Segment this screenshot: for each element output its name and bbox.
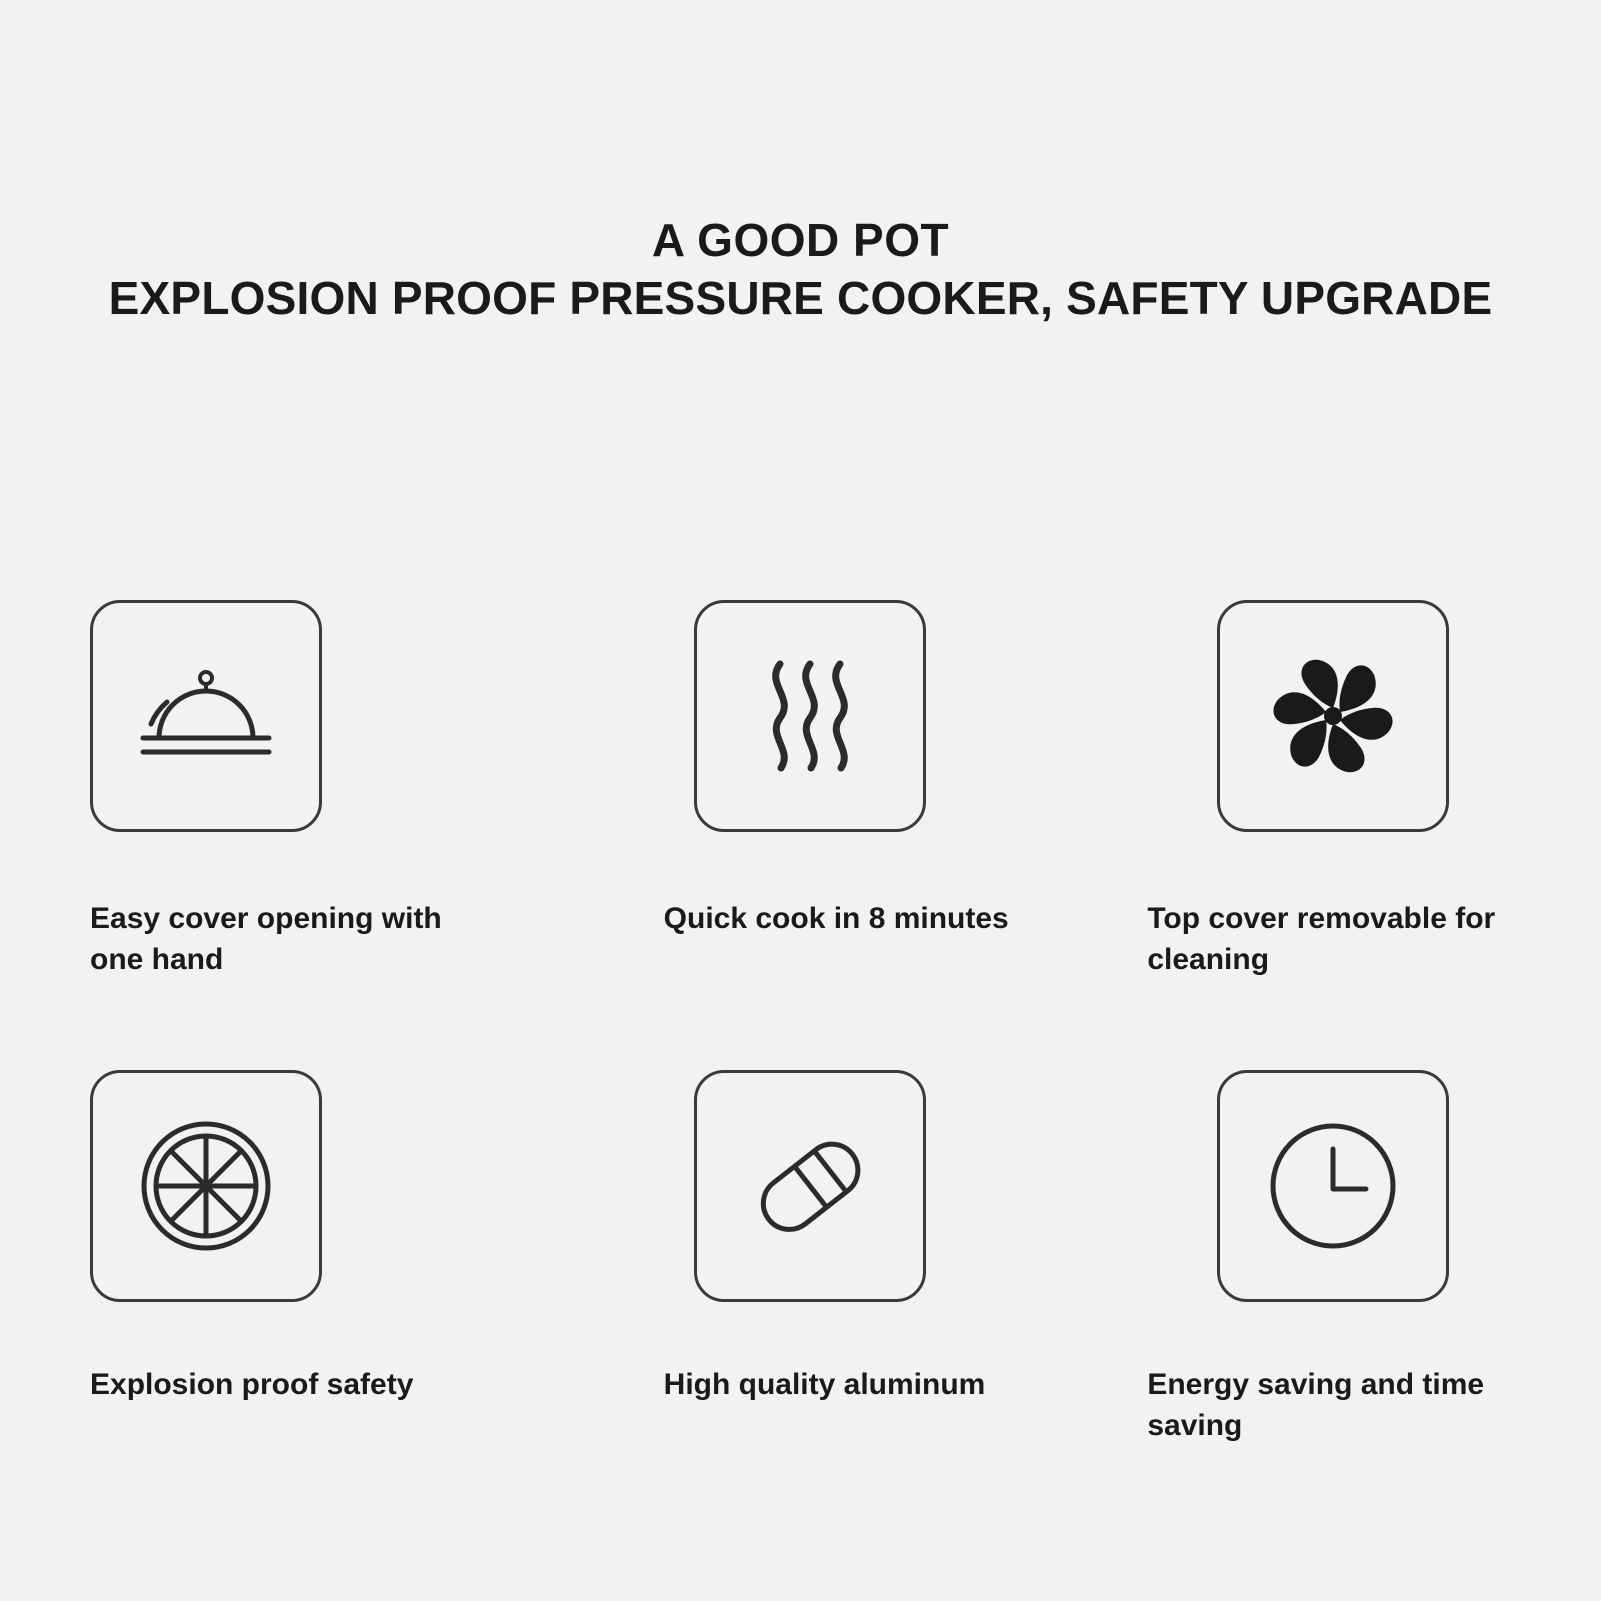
feature-icon-box — [694, 600, 926, 832]
feature-icon-box — [1217, 600, 1449, 832]
feature-grid — [0, 600, 1601, 1540]
feature-item — [90, 1070, 564, 1540]
feature-item — [1037, 600, 1511, 1070]
feature-caption: Explosion proof safety — [90, 1368, 414, 1401]
feature-caption: Energy saving and time saving — [1147, 1368, 1485, 1443]
feature-item — [564, 1070, 1038, 1540]
feature-item — [90, 600, 564, 1070]
steam-heat-waves-icon — [745, 646, 875, 786]
headline-line-2: EXPLOSION PROOF PRESSURE COOKER, SAFETY UPGRADE — [108, 271, 1493, 324]
feature-icon-box — [90, 1070, 322, 1302]
feature-caption: Quick cook in 8 minutes — [663, 902, 1009, 935]
pressure-valve-grid-icon — [131, 1111, 281, 1261]
feature-icon-box — [1217, 1070, 1449, 1302]
feature-icon-box — [694, 1070, 926, 1302]
feature-icon-box — [90, 600, 322, 832]
cloche-dome-cover-icon — [131, 656, 281, 776]
feature-item — [564, 600, 1038, 1070]
feature-caption: Top cover removable for cleaning — [1147, 902, 1496, 977]
pinwheel-fan-blades-icon — [1258, 641, 1408, 791]
feature-item — [1037, 1070, 1511, 1540]
aluminum-ingot-icon — [735, 1111, 885, 1261]
headline-line-1: A GOOD POT — [651, 214, 950, 266]
feature-caption: High quality aluminum — [663, 1368, 986, 1401]
page-title — [0, 212, 1601, 327]
clock-icon — [1258, 1111, 1408, 1261]
feature-caption: Easy cover opening with one hand — [90, 902, 442, 977]
